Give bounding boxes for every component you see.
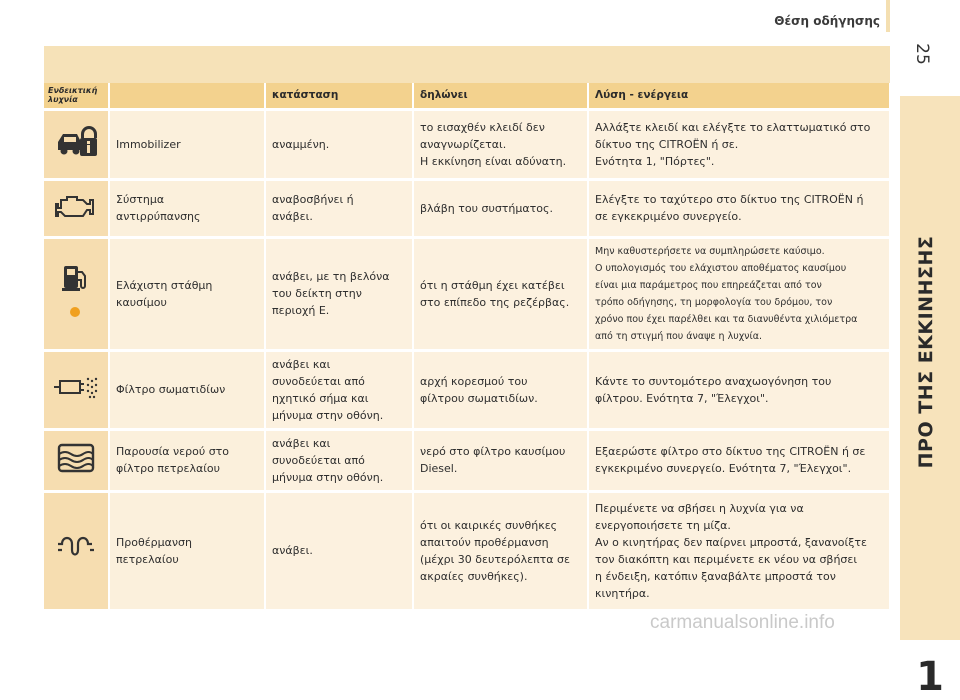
table-row xyxy=(44,350,890,429)
col-header-solution: Λύση - ενέργεια xyxy=(588,83,890,109)
page-number: 25 xyxy=(912,43,932,65)
solution-line: Αλλάξτε κλειδί και ελέγξτε το ελαττωματικό στο xyxy=(595,120,871,134)
lamp-name-line: Προθέρμανση xyxy=(116,535,192,549)
warning-dot xyxy=(70,307,80,317)
table-top-band xyxy=(44,46,890,83)
table-row xyxy=(44,237,890,350)
solution-line: Αν ο κινητήρας δεν παίρνει μπροστά, ξανανοίξτε xyxy=(595,535,867,549)
chapter-side-tab xyxy=(900,96,960,700)
meaning-line: απαιτούν προθέρμανση xyxy=(420,535,549,549)
solution-line: κινητήρα. xyxy=(595,586,650,600)
solution-line: εγκεκριμένο συνεργείο. Ενότητα 7, "Έλεγχοι". xyxy=(595,462,852,475)
solution-line: Ελέγξτε το ταχύτερο στο δίκτυο της CITROËN ή xyxy=(595,193,864,206)
page-header-title: Θέση οδήγησης xyxy=(774,14,880,28)
meaning-line: αρχή κορεσμού του xyxy=(420,374,528,388)
meaning-line: ακραίες συνθήκες). xyxy=(420,569,528,583)
immobilizer-key-car-icon xyxy=(55,124,97,160)
engine-antipollution-icon xyxy=(56,192,96,220)
solution-line: Περιμένετε να σβήσει η λυχνία για να xyxy=(595,501,804,515)
water-in-diesel-icon xyxy=(56,442,96,474)
meaning-line: αναγνωρίζεται. xyxy=(420,137,507,151)
glow-plug-preheating-icon xyxy=(56,536,96,560)
state-line: ηχητικό σήμα και xyxy=(272,391,369,405)
solution-line: τρόπο οδήγησης, τη μορφολογία του δρόμου, τον xyxy=(595,296,833,308)
col-header-state: κατάσταση xyxy=(265,83,413,109)
meaning-line: νερό στο φίλτρο καυσίμου xyxy=(420,445,566,458)
state-line: περιοχή E. xyxy=(272,304,330,317)
col-header-icon: Ενδεικτική λυχνία xyxy=(44,83,109,109)
solution-line: από τη στιγμή που άναψε η λυχνία. xyxy=(595,330,762,342)
solution-line: Ο υπολογισμός του ελάχιστου αποθέματος καυσίμου xyxy=(595,262,847,274)
lamp-name-line: πετρελαίου xyxy=(116,552,179,566)
state-line: του δείκτη στην xyxy=(272,287,362,300)
solution-line: Μην καθυστερήσετε να συμπληρώσετε καύσιμο. xyxy=(595,245,825,257)
solution-line: είναι μια παράμετρος που επηρεάζεται από τον xyxy=(595,279,822,291)
solution-line: ενεργοποιήσετε τη μίζα. xyxy=(595,518,731,532)
solution-line: Κάντε το συντομότερο αναχωογόνηση του xyxy=(595,374,832,388)
state-line: ανάβει. xyxy=(272,210,313,223)
table-header-row xyxy=(44,83,890,109)
table-row xyxy=(44,179,890,237)
table-row xyxy=(44,491,890,609)
state-line: μήνυμα στην οθόνη. xyxy=(272,470,384,484)
watermark: carmanualsonline.info xyxy=(650,612,835,633)
chapter-number: 1 xyxy=(916,654,944,700)
state-line: συνοδεύεται από xyxy=(272,374,365,388)
lamp-name-line: Ελάχιστη στάθμη xyxy=(116,278,213,292)
state-line: συνοδεύεται από xyxy=(272,453,365,467)
meaning-line: (μέχρι 30 δευτερόλεπτα σε xyxy=(420,552,570,566)
header-rule xyxy=(886,0,890,32)
state-line: μήνυμα στην οθόνη. xyxy=(272,408,384,422)
meaning-line: Η εκκίνηση είναι αδύνατη. xyxy=(420,154,567,168)
lamp-state: αναμμένη. xyxy=(265,109,413,179)
table-row xyxy=(44,429,890,491)
solution-line: Εξαερώστε φίλτρο στο δίκτυο της CITROËN ή σε xyxy=(595,445,866,458)
solution-line: σε εγκεκριμένο συνεργείο. xyxy=(595,210,742,223)
lamp-name-line: αντιρρύπανσης xyxy=(116,210,201,223)
meaning-line: το εισαχθέν κλειδί δεν xyxy=(420,120,545,134)
lamp-name-line: Σύστημα xyxy=(116,193,165,206)
solution-line: τον διακόπτη και περιμένετε εκ νέου να σβήσει xyxy=(595,552,858,566)
solution-line: Ενότητα 1, "Πόρτες". xyxy=(595,154,715,168)
lamp-name: Immobilizer xyxy=(109,109,265,179)
meaning-line: στο επίπεδο της ρεζέρβας. xyxy=(420,295,570,309)
particle-filter-icon xyxy=(52,373,100,401)
warning-lamps-table xyxy=(44,46,890,609)
lamp-name: Φίλτρο σωματιδίων xyxy=(109,350,265,429)
fuel-pump-icon xyxy=(56,262,96,320)
state-line: ανάβει και xyxy=(272,357,331,371)
solution-line: δίκτυο της CITROËN ή σε. xyxy=(595,137,739,151)
meaning-line: ότι οι καιρικές συνθήκες xyxy=(420,518,558,532)
lamp-name-line: Παρουσία νερού στο xyxy=(116,445,230,458)
solution-line: χρόνο που έχει παρέλθει και τα διανυθέντα χιλιόμετρα xyxy=(595,313,858,325)
lamp-name-line: φίλτρο πετρελαίου xyxy=(116,462,221,475)
state-line: ανάβει, με τη βελόνα xyxy=(272,270,390,283)
table-row xyxy=(44,109,890,179)
chapter-title: ΠΡΟ ΤΗΣ ΕΚΚΙΝΗΣΗΣ xyxy=(915,235,937,469)
lamp-state: ανάβει. xyxy=(265,491,413,609)
meaning-line: βλάβη του συστήματος. xyxy=(420,201,553,215)
lamp-name-line: καυσίμου xyxy=(116,295,167,309)
state-line: ανάβει και xyxy=(272,436,331,450)
meaning-line: ότι η στάθμη έχει κατέβει xyxy=(420,278,565,292)
meaning-line: Diesel. xyxy=(420,462,458,475)
solution-line: η ένδειξη, κατόπιν ξαναβάλτε μπροστά τον xyxy=(595,569,836,583)
solution-line: φίλτρου. Ενότητα 7, "Έλεγχοι". xyxy=(595,391,769,405)
col-header-name xyxy=(109,83,265,109)
meaning-line: φίλτρου σωματιδίων. xyxy=(420,391,538,405)
col-header-meaning: δηλώνει xyxy=(413,83,588,109)
state-line: αναβοσβήνει ή xyxy=(272,193,354,206)
